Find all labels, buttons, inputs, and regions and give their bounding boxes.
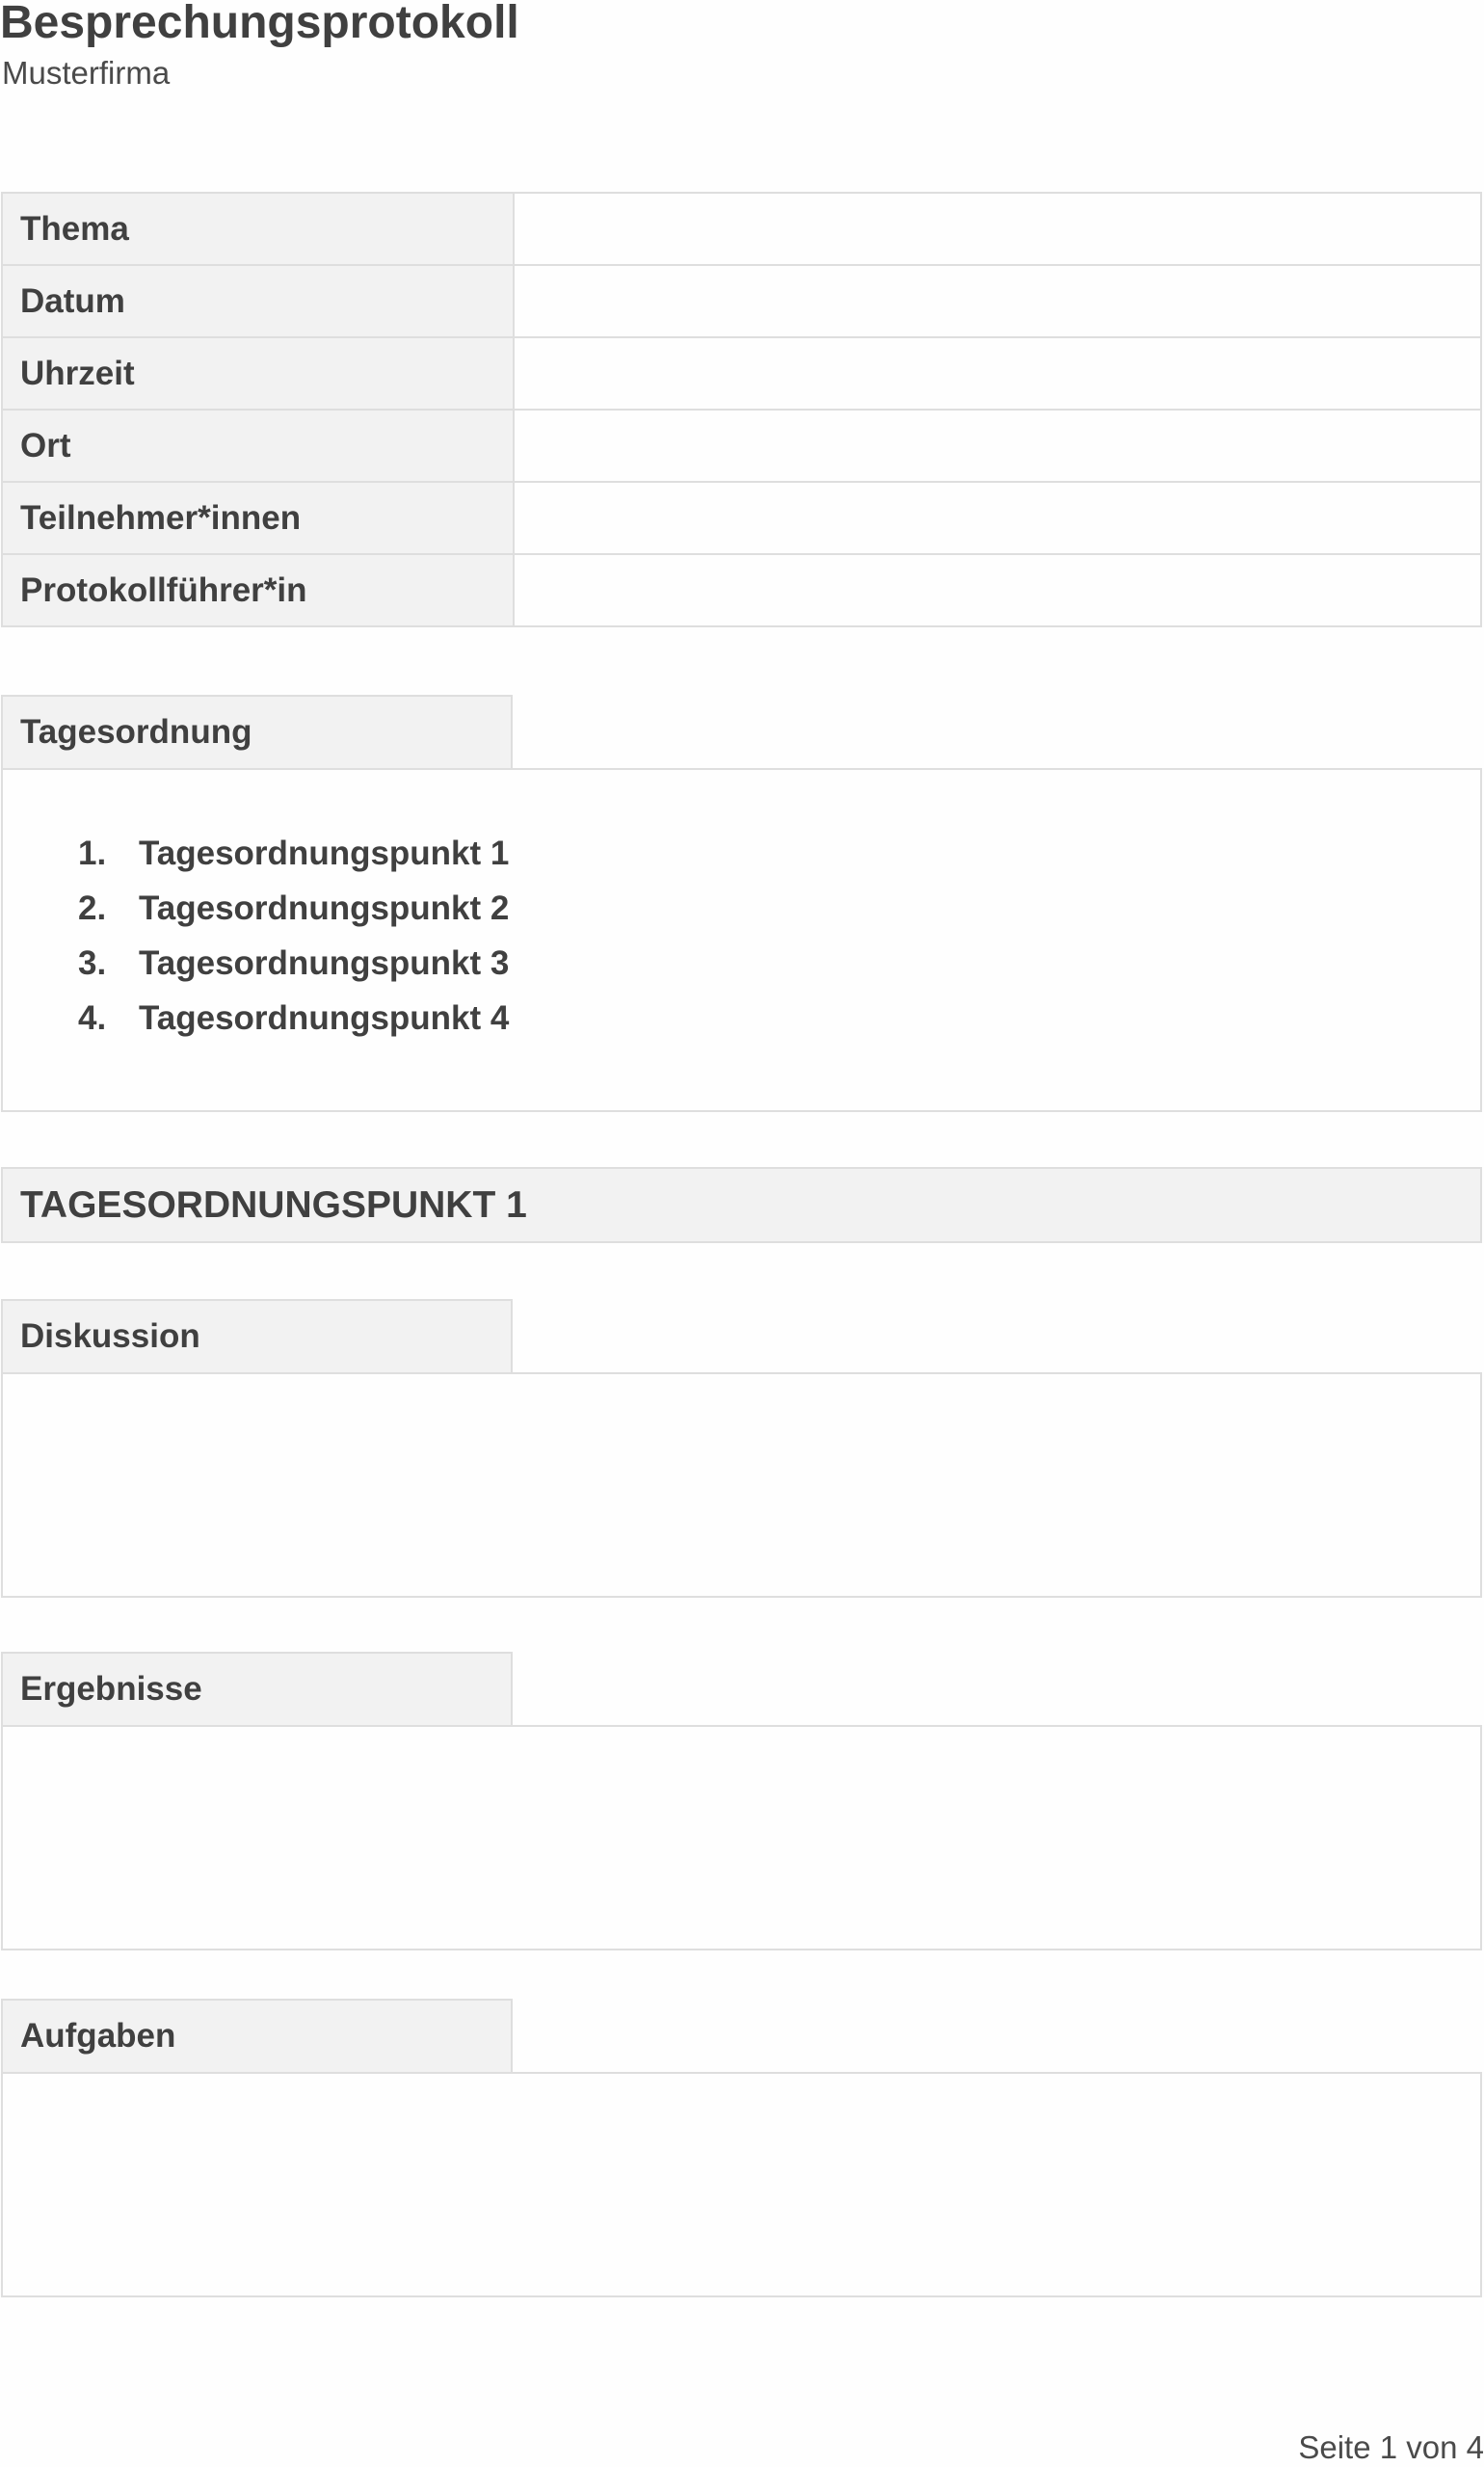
participants-label: Teilnehmer*innen: [2, 482, 514, 554]
list-item: [78, 991, 509, 1046]
list-item: [78, 881, 509, 936]
location-label: Ort: [2, 410, 514, 482]
company-name: Musterfirma: [2, 55, 171, 91]
agenda-item-number: 4.: [78, 999, 107, 1037]
agenda-item-text: Tagesordnungspunkt 4: [139, 999, 510, 1037]
date-field[interactable]: [514, 265, 1481, 337]
minute-taker-field[interactable]: [514, 554, 1481, 626]
topic-field[interactable]: [514, 193, 1481, 265]
agenda-item-heading: TAGESORDNUNGSPUNKT 1: [1, 1167, 1482, 1243]
participants-field[interactable]: [514, 482, 1481, 554]
table-row: [2, 482, 1481, 554]
results-box[interactable]: [1, 1725, 1482, 1950]
list-item: [78, 936, 509, 991]
time-field[interactable]: [514, 337, 1481, 410]
list-item: [78, 826, 509, 881]
agenda-item-number: 3.: [78, 944, 107, 982]
date-label: Datum: [2, 265, 514, 337]
agenda-item-number: 1.: [78, 835, 107, 872]
agenda-label: Tagesordnung: [1, 695, 513, 770]
tasks-label: Aufgaben: [1, 1999, 513, 2074]
discussion-box[interactable]: [1, 1372, 1482, 1598]
meeting-info-table: [1, 192, 1482, 627]
location-field[interactable]: [514, 410, 1481, 482]
table-row: [2, 337, 1481, 410]
results-label: Ergebnisse: [1, 1652, 513, 1727]
agenda-item-number: 2.: [78, 889, 107, 927]
topic-label: Thema: [2, 193, 514, 265]
minute-taker-label: Protokollführer*in: [2, 554, 514, 626]
table-row: [2, 554, 1481, 626]
table-row: [2, 410, 1481, 482]
page-title: Besprechungsprotokoll: [0, 0, 519, 48]
agenda-item-text: Tagesordnungspunkt 3: [139, 944, 510, 982]
agenda-list: [78, 826, 509, 1046]
time-label: Uhrzeit: [2, 337, 514, 410]
table-row: [2, 265, 1481, 337]
tasks-box[interactable]: [1, 2072, 1482, 2297]
agenda-box[interactable]: [1, 768, 1482, 1112]
discussion-label: Diskussion: [1, 1299, 513, 1374]
page-number: Seite 1 von 4: [1298, 2429, 1484, 2465]
agenda-item-text: Tagesordnungspunkt 1: [139, 835, 510, 872]
agenda-item-text: Tagesordnungspunkt 2: [139, 889, 510, 927]
table-row: [2, 193, 1481, 265]
